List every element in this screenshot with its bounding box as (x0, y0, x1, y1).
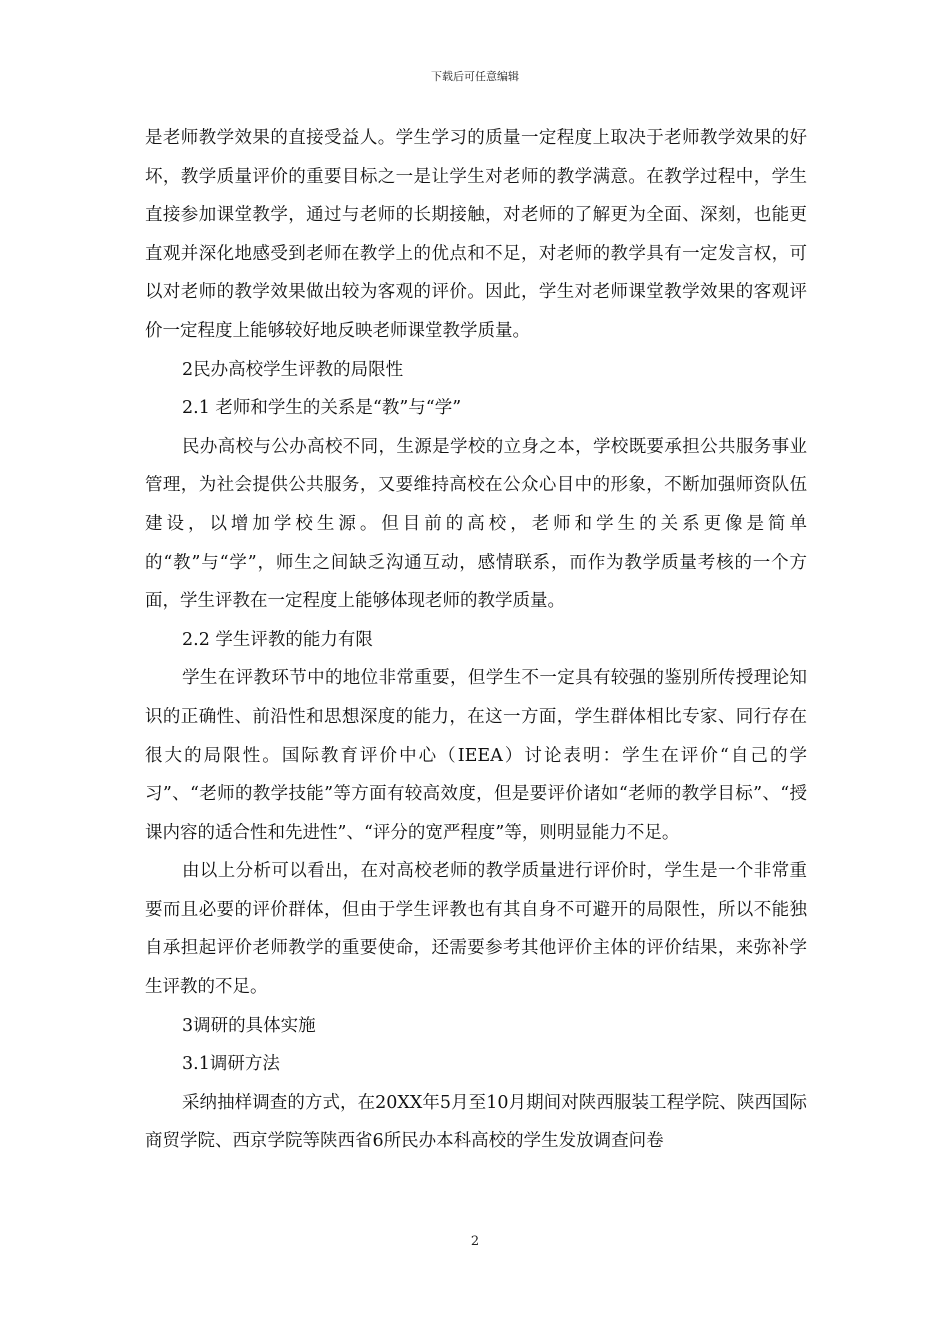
subsection-heading-2-1: 2.1 老师和学生的关系是“教”与“学” (182, 398, 462, 419)
paragraph-2-2: 学生在评教环节中的地位非常重要，但学生不一定具有较强的鉴别所传授理论知识的正确性、前沿性和思想深度的能力，在这一方面，学生群体相比专家、同行存在很大的局限性。国际教育评价中心（IEEA）讨论表明：学生在评价“自己的学习”、“老师的教学技能”等方面有较高效度，但是要评价诸如“老师的教学目标”、“授课内容的适合性和先进性”、“评分的宽严程度”等，则明显能力不足。 (145, 668, 807, 843)
paragraph-summary: 由以上分析可以看出，在对高校老师的教学质量进行评价时，学生是一个非常重要而且必要的评价群体，但由于学生评教也有其自身不可避开的局限性，所以不能独自承担起评价老师教学的重要使命，还需要参考其他评价主体的评价结果，来弥补学生评教的不足。 (145, 861, 807, 998)
page-header: 下载后可任意编辑 (431, 70, 519, 83)
paragraph-continuation: 是老师教学效果的直接受益人。学生学习的质量一定程度上取决于老师教学效果的好坏，教学质量评价的重要目标之一是让学生对老师的教学满意。在教学过程中，学生直接参加课堂教学，通过与老师的长期接触，对老师的了解更为全面、深刻，也能更直观并深化地感受到老师在教学上的优点和不足，对老师的教学具有一定发言权，可以对老师的教学效果做出较为客观的评价。因此，学生对老师课堂教学效果的客观评价一定程度上能够较好地反映老师课堂教学质量。 (145, 128, 807, 341)
paragraph-2-1: 民办高校与公办高校不同，生源是学校的立身之本，学校既要承担公共服务事业管理，为社会提供公共服务，又要维持高校在公众心目中的形象，不断加强师资队伍建设，以增加学校生源。但目前的高校，老师和学生的关系更像是简单的“教”与“学”，师生之间缺乏沟通互动，感情联系，而作为教学质量考核的一个方面，学生评教在一定程度上能够体现老师的教学质量。 (145, 436, 807, 612)
paragraph-3-1: 采纳抽样调查的方式，在20XX年5月至10月期间对陕西服装工程学院、陕西国际商贸学院、西京学院等陕西省6所民办本科高校的学生发放调查问卷 (145, 1092, 807, 1152)
section-heading-3: 3调研的具体实施 (182, 1015, 316, 1036)
subsection-heading-2-2: 2.2 学生评教的能力有限 (182, 629, 373, 650)
subsection-heading-3-1: 3.1调研方法 (182, 1054, 280, 1075)
document-body (145, 119, 807, 1161)
page-number: 2 (470, 1234, 480, 1249)
section-heading-2: 2民办高校学生评教的局限性 (182, 359, 404, 380)
